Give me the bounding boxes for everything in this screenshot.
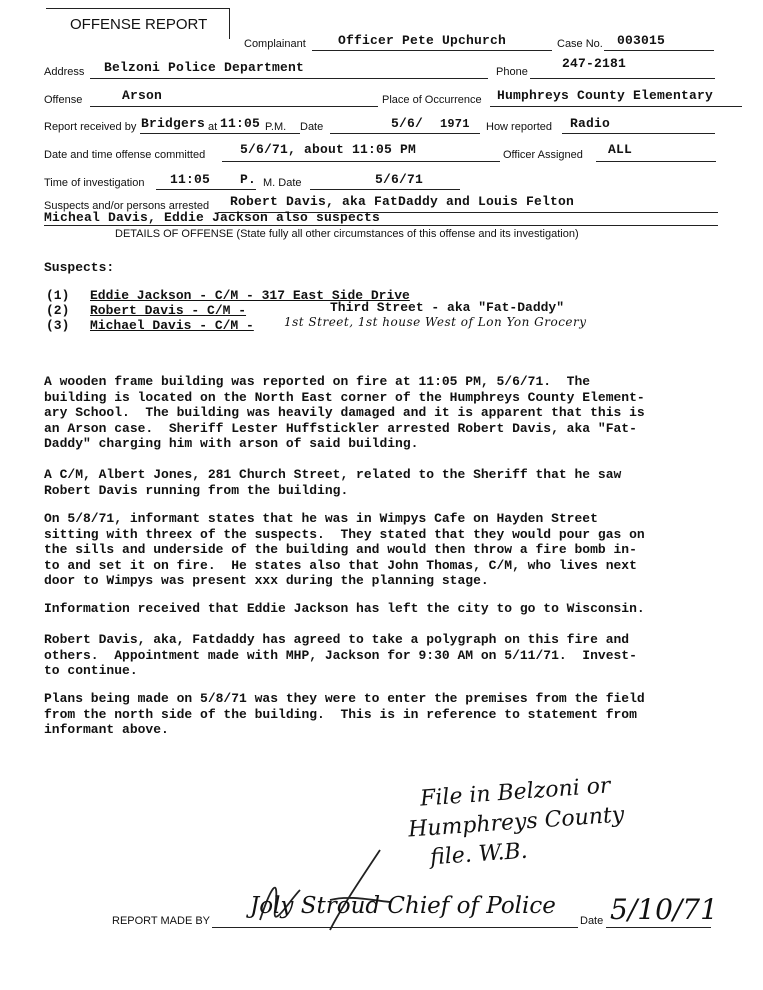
complainant-line: [312, 50, 552, 51]
paragraph-1: A wooden frame building was reported on fire at 11:05 PM, 5/6/71. The building is located on the North East corner of the Humphreys County Element- ary School. The building was heavily damaged and it is apparent that this is an Arson case. Sheriff Lester Huffstickler arrested Robert Davis, aka "Fat- Daddy" charging him with arson of said building.: [44, 374, 645, 451]
paragraph-2: A C/M, Albert Jones, 281 Church Street, related to the Sheriff that he saw Robert Davis running from the building.: [44, 467, 622, 498]
suspects-value-2: Micheal Davis, Eddie Jackson also suspects: [44, 210, 381, 225]
place-label: Place of Occurrence: [382, 94, 482, 106]
how-line: [562, 133, 715, 134]
handwritten-note-1: File in Belzoni or: [419, 773, 612, 812]
pm-label: P.M.: [265, 121, 287, 133]
signed-date: 5/10/71: [610, 893, 718, 926]
investigation-label: Time of investigation: [44, 177, 145, 189]
case-no-label: Case No.: [557, 38, 603, 50]
suspect-2: Robert Davis - C/M -: [90, 303, 247, 318]
date2-line: [606, 927, 711, 928]
how-value: Radio: [570, 116, 611, 131]
received-label: Report received by: [44, 121, 137, 133]
suspects-label: Suspects and/or persons arrested: [44, 200, 210, 212]
committed-label: Date and time offense committed: [44, 149, 206, 161]
received-by-value: Bridgers: [141, 116, 206, 131]
received-date-value: 5/6/: [391, 116, 424, 131]
signature: Joly Stroud Chief of Police: [250, 893, 556, 919]
committed-line: [222, 161, 500, 162]
suspect-2-num: (2): [46, 303, 70, 318]
suspects-line2: [44, 225, 718, 226]
handwritten-note-2: Humphreys County: [407, 802, 626, 843]
committed-value: 5/6/71, about 11:05 PM: [240, 142, 417, 157]
address-label: Address: [44, 66, 85, 78]
suspects-heading: Suspects:: [44, 260, 115, 275]
offense-label: Offense: [44, 94, 83, 106]
received-time-value: 11:05: [220, 116, 261, 131]
complainant-label: Complainant: [244, 38, 306, 50]
suspect-3-num: (3): [46, 318, 70, 333]
phone-line: [530, 78, 715, 79]
offense-line: [90, 106, 378, 107]
suspect-2-address: Third Street - aka "Fat-Daddy": [330, 300, 565, 315]
case-no-line: [604, 50, 714, 51]
suspect-1: Eddie Jackson - C/M - 317 East Side Drive: [90, 288, 410, 303]
details-label: DETAILS OF OFFENSE (State fully all other circumstances of this offense and its investigation): [115, 228, 579, 240]
phone-value: 247-2181: [562, 56, 627, 71]
address-line: [90, 78, 488, 79]
inv-m-label: M. Date: [263, 177, 302, 189]
date2-label: Date: [580, 915, 604, 927]
inv-time-line: [156, 189, 256, 190]
how-label: How reported: [486, 121, 553, 133]
suspects-value-1: Robert Davis, aka FatDaddy and Louis Felton: [230, 194, 575, 209]
signature-scribble: [230, 840, 570, 940]
handwritten-note-3: file. W.B.: [429, 838, 529, 871]
case-no-value: 003015: [617, 33, 666, 48]
place-value: Humphreys County Elementary: [497, 88, 714, 103]
received-date-line: [330, 133, 480, 134]
officer-value: ALL: [608, 142, 633, 157]
inv-p-value: P.: [240, 172, 257, 187]
officer-label: Officer Assigned: [503, 149, 583, 161]
date-label: Date: [300, 121, 324, 133]
inv-date-value: 5/6/71: [375, 172, 424, 187]
officer-line: [596, 161, 716, 162]
received-line: [140, 133, 300, 134]
address-value: Belzoni Police Department: [104, 60, 305, 75]
form-title: OFFENSE REPORT: [70, 16, 208, 33]
received-year-value: 1971: [440, 117, 470, 131]
paragraph-4: Information received that Eddie Jackson has left the city to go to Wisconsin.: [44, 601, 645, 616]
suspect-3-handwritten: 1st Street, 1st house West of Lon Yon Grocery: [284, 315, 587, 329]
place-line: [490, 106, 742, 107]
at-label: at: [208, 121, 218, 133]
phone-label: Phone: [496, 66, 528, 78]
report-made-label: REPORT MADE BY: [112, 915, 211, 927]
paragraph-5: Robert Davis, aka, Fatdaddy has agreed to take a polygraph on this fire and others. Appointment made with MHP, Jackson for 9:30 AM on 5/11/71. Invest- to continue.: [44, 632, 637, 678]
paragraph-6: Plans being made on 5/8/71 was they were to enter the premises from the field from the north side of the building. This is in reference to statement from informant above.: [44, 691, 645, 737]
suspect-1-num: (1): [46, 288, 70, 303]
offense-value: Arson: [122, 88, 163, 103]
paragraph-3: On 5/8/71, informant states that he was in Wimpys Cafe on Hayden Street sitting with threex of the suspects. They stated that they would pour gas on the sills and underside of the building and would then throw a fire bomb in- to and set it on fire. He states also that John Thomas, C/M, who lives next door to Wimpys was present xxx during the planning stage.: [44, 511, 645, 588]
inv-time-value: 11:05: [170, 172, 211, 187]
complainant-value: Officer Pete Upchurch: [338, 33, 507, 48]
inv-date-line: [310, 189, 460, 190]
suspect-3: Michael Davis - C/M -: [90, 318, 254, 333]
